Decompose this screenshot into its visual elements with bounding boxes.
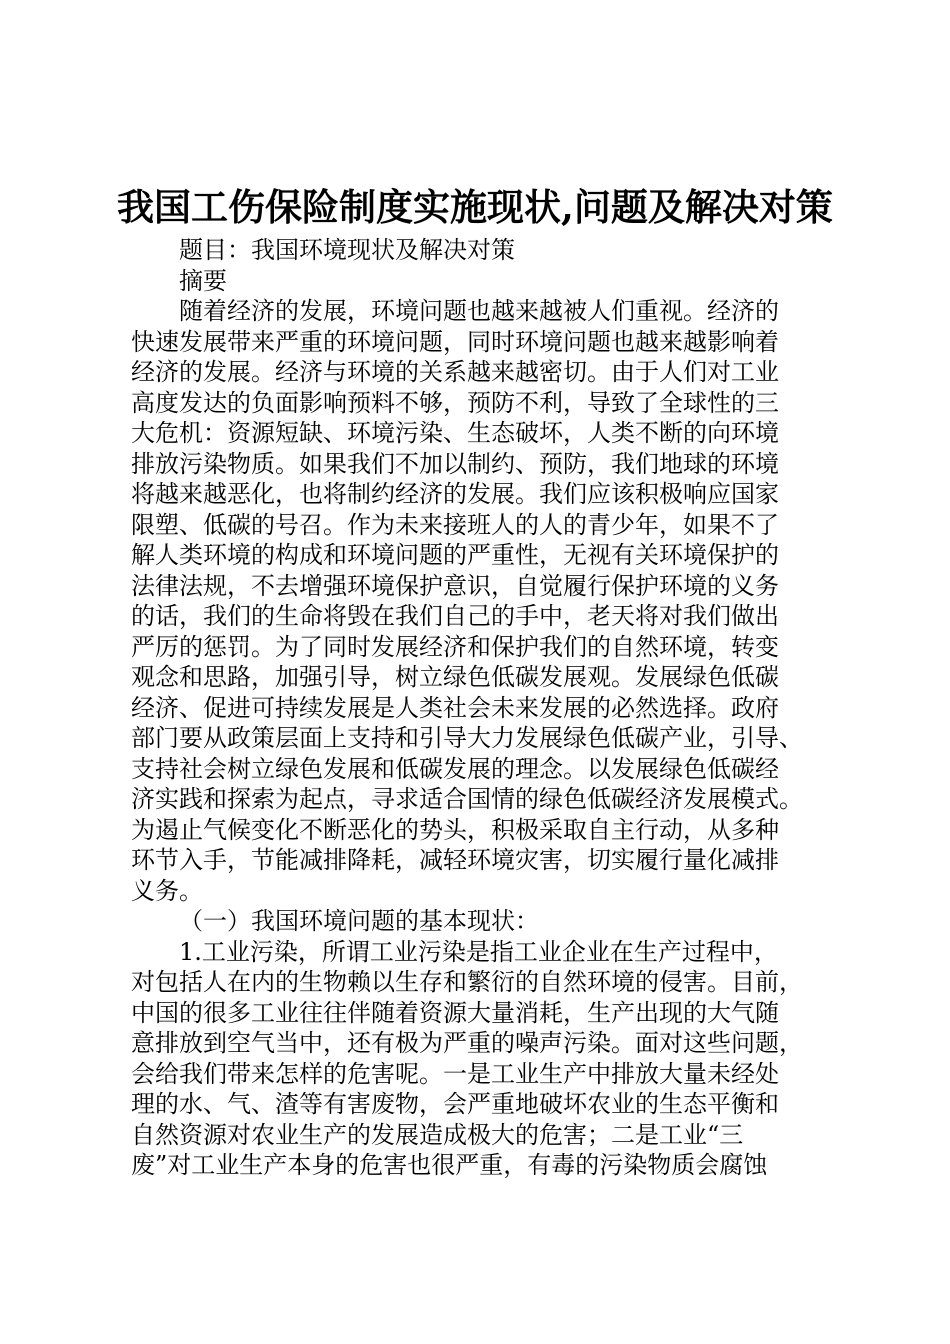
text-line: 经济的发展。经济与环境的关系越来越密切。由于人们对工业 — [131, 358, 779, 386]
text-line: 高度发达的负面影响预料不够，预防不利，导致了全球性的三 — [131, 388, 779, 417]
text-line: 将越来越恶化，也将制约经济的发展。我们应该积极响应国家 — [131, 480, 779, 508]
text-line: 会给我们带来怎样的危害呢。一是工业生产中排放大量未经处 — [131, 1059, 779, 1088]
text-line: （一）我国环境问题的基本现状： — [179, 907, 539, 935]
text-line: 摘要 — [179, 266, 227, 295]
text-line: 的话，我们的生命将毁在我们自己的手中，老天将对我们做出 — [131, 602, 779, 630]
text-line: 废”对工业生产本身的危害也很严重，有毒的污染物质会腐蚀 — [131, 1151, 768, 1179]
text-line: 义务。 — [131, 876, 203, 905]
text-line: 意排放到空气当中，还有极为严重的噪声污染。面对这些问题， — [131, 1029, 803, 1057]
text-line: 排放污染物质。如果我们不加以制约、预防，我们地球的环境 — [131, 449, 779, 478]
document-title: 我国工伤保险制度实施现状,问题及解决对策 — [117, 185, 833, 229]
text-line: 济实践和探索为起点，寻求适合国情的绿色低碳经济发展模式。 — [131, 785, 803, 813]
document-body — [131, 235, 861, 1181]
text-line: 1.工业污染，所谓工业污染是指工业企业在生产过程中， — [179, 937, 778, 966]
text-line: 严厉的惩罚。为了同时发展经济和保护我们的自然环境，转变 — [131, 632, 779, 661]
text-line: 大危机：资源短缺、环境污染、生态破坏，人类不断的向环境 — [131, 419, 779, 447]
text-line: 中国的很多工业往往伴随着资源大量消耗，生产出现的大气随 — [131, 998, 779, 1027]
text-line: 观念和思路，加强引导，树立绿色低碳发展观。发展绿色低碳 — [131, 663, 779, 691]
text-line: 部门要从政策层面上支持和引导大力发展绿色低碳产业，引导、 — [131, 724, 803, 752]
text-line: 环节入手，节能减排降耗，减轻环境灾害，切实履行量化减排 — [131, 846, 779, 874]
text-line: 题目：我国环境现状及解决对策 — [179, 236, 515, 264]
text-line: 理的水、气、渣等有害废物，会严重地破坏农业的生态平衡和 — [131, 1090, 779, 1118]
text-line: 经济、促进可持续发展是人类社会未来发展的必然选择。政府 — [131, 693, 779, 722]
text-line: 支持社会树立绿色发展和低碳发展的理念。以发展绿色低碳经 — [131, 754, 779, 783]
text-line: 对包括人在内的生物赖以生存和繁衍的自然环境的侵害。目前， — [131, 968, 803, 996]
text-line: 解人类环境的构成和环境问题的严重性，无视有关环境保护的 — [131, 541, 779, 569]
text-line: 为遏止气候变化不断恶化的势头，积极采取自主行动，从多种 — [131, 815, 779, 844]
text-line: 快速发展带来严重的环境问题，同时环境问题也越来越影响着 — [131, 327, 779, 356]
text-line: 随着经济的发展，环境问题也越来越被人们重视。经济的 — [179, 297, 779, 325]
text-line: 限塑、低碳的号召。作为未来接班人的人的青少年，如果不了 — [131, 510, 779, 539]
text-line: 法律法规，不去增强环境保护意识，自觉履行保护环境的义务 — [131, 571, 779, 600]
text-line: 自然资源对农业生产的发展造成极大的危害；二是工业“三 — [131, 1120, 744, 1149]
